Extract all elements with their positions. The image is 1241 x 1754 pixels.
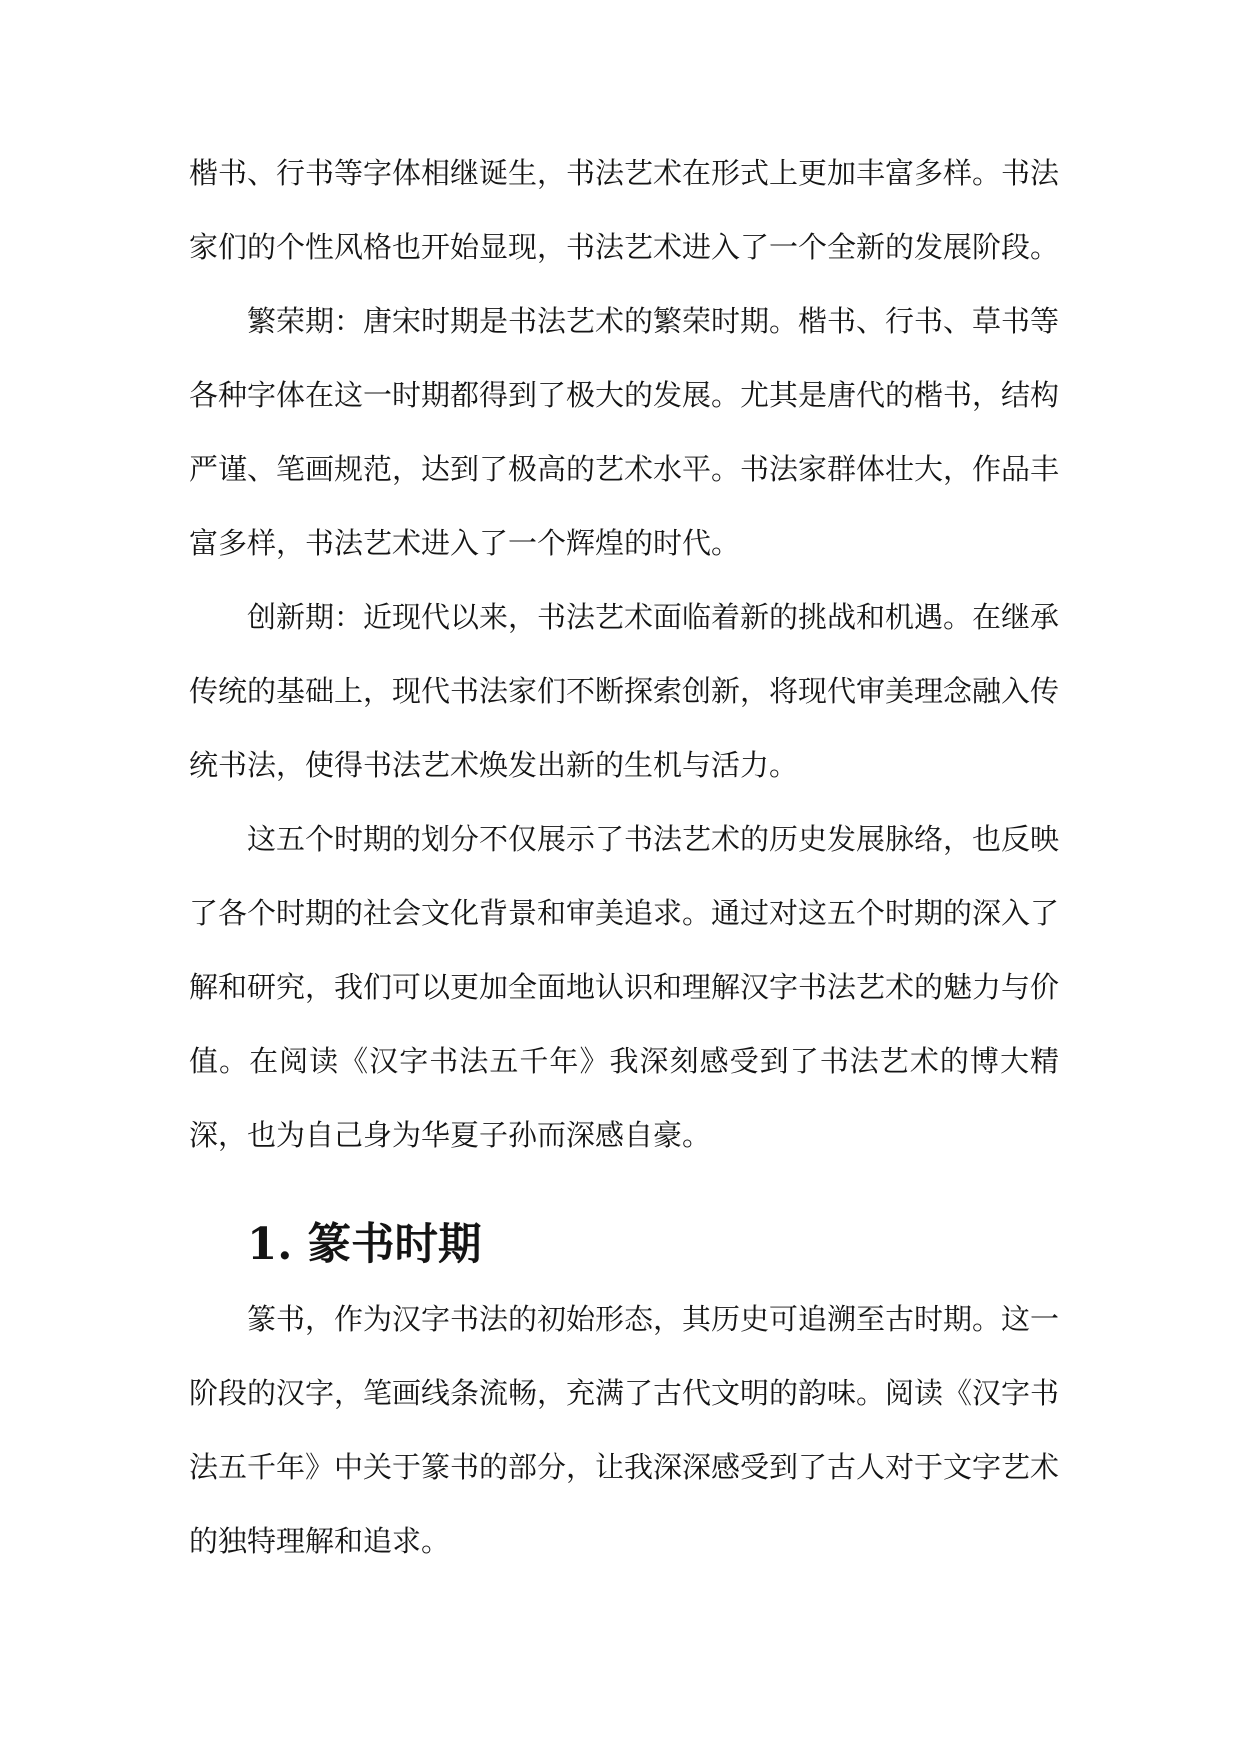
paragraph-summary: 这五个时期的划分不仅展示了书法艺术的历史发展脉络，也反映了各个时期的社会文化背景和审美追求。通过对这五个时期的深入了解和研究，我们可以更加全面地认识和理解汉字书法艺术的魅力与价值。在阅读《汉字书法五千年》我深刻感受到了书法艺术的博大精深，也为自己身为华夏子孙而深感自豪。 <box>189 822 1060 1152</box>
section-heading-seal-script: 1. 篆书时期 <box>247 1219 482 1270</box>
section-spacer <box>189 1172 1059 1208</box>
document-page <box>189 136 1059 1578</box>
paragraph-prosperity-period: 繁荣期：唐宋时期是书法艺术的繁荣时期。楷书、行书、草书等各种字体在这一时期都得到了极大的发展。尤其是唐代的楷书，结构严谨、笔画规范，达到了极高的艺术水平。书法家群体壮大，作品丰富多样，书法艺术进入了一个辉煌的时代。 <box>189 304 1060 560</box>
paragraph-seal-script: 篆书，作为汉字书法的初始形态，其历史可追溯至古时期。这一阶段的汉字，笔画线条流畅，充满了古代文明的韵味。阅读《汉字书法五千年》中关于篆书的部分，让我深深感受到了古人对于文字艺术的独特理解和追求。 <box>189 1302 1060 1558</box>
paragraph-innovation-period: 创新期：近现代以来，书法艺术面临着新的挑战和机遇。在继承传统的基础上，现代书法家们不断探索创新，将现代审美理念融入传统书法，使得书法艺术焕发出新的生机与活力。 <box>189 600 1060 782</box>
paragraph-intro-continuation: 楷书、行书等字体相继诞生，书法艺术在形式上更加丰富多样。书法家们的个性风格也开始显现，书法艺术进入了一个全新的发展阶段。 <box>189 156 1060 264</box>
